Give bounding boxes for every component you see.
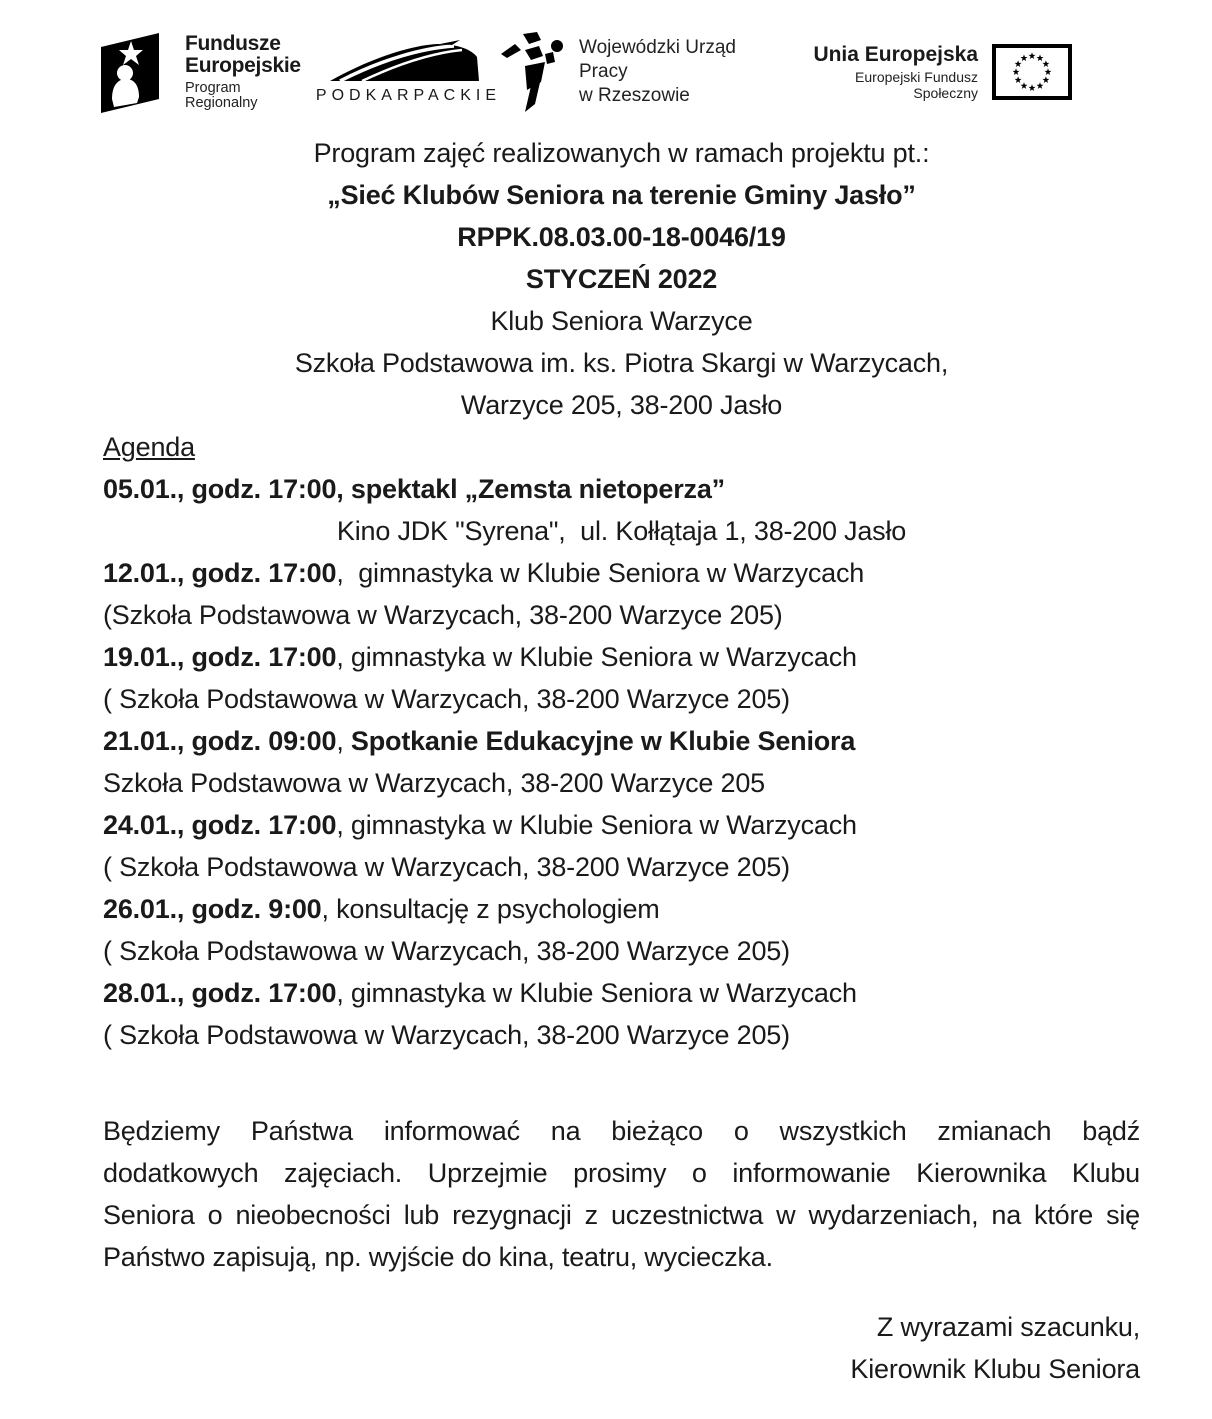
agenda-list <box>103 468 1140 1056</box>
title-line-1: Program zajęć realizowanych w ramach projektu pt.: <box>313 138 930 168</box>
club-address-1: Szkoła Podstawowa im. ks. Piotra Skargi w Warzycach, <box>294 348 949 378</box>
closing-line-2: dodatkowych zajęciach. Uprzejmie prosimy o informowanie Kierownika Klubu <box>103 1158 1140 1188</box>
fundusze-line2: Europejskie <box>185 53 301 77</box>
agenda-item-2 <box>103 552 1140 594</box>
agenda-item-5-time: 24.01., godz. 17:00 <box>103 810 337 840</box>
agenda-item-4-desc: Spotkanie Edukacyjne w Klubie Seniora <box>350 726 856 756</box>
agenda-item-1-title: 05.01., godz. 17:00, spektakl „Zemsta nietoperza” <box>103 474 725 504</box>
club-name: Klub Seniora Warzyce <box>490 306 753 336</box>
unia-line2: Europejski Fundusz Społeczny <box>855 68 978 102</box>
agenda-item-4-location: Szkoła Podstawowa w Warzycach, 38-200 Warzyce 205 <box>103 768 765 798</box>
logo-podkarpackie <box>316 39 501 105</box>
signature-line-1: Z wyrazami szacunku, <box>876 1312 1140 1342</box>
agenda-item-4-time: 21.01., godz. 09:00 <box>103 726 337 756</box>
wup-logo-text <box>579 36 788 107</box>
signature-line-2: Kierownik Klubu Seniora <box>850 1354 1140 1384</box>
closing-line-1: Będziemy Państwa informować na bieżąco o wszystkich zmianach bądź <box>103 1116 1140 1146</box>
agenda-heading-label: Agenda <box>103 432 195 462</box>
signature-block <box>103 1306 1140 1390</box>
agenda-item-7-desc: , gimnastyka w Klubie Seniora w Warzycach <box>336 978 857 1008</box>
agenda-item-2-desc: , gimnastyka w Klubie Seniora w Warzycach <box>336 558 865 588</box>
agenda-item-6-location: ( Szkoła Podstawowa w Warzycach, 38-200 Warzyce 205) <box>103 936 790 966</box>
closing-paragraph <box>103 1110 1140 1278</box>
agenda-item-2-location: (Szkoła Podstawowa w Warzycach, 38-200 Warzyce 205) <box>103 600 783 630</box>
month-title: STYCZEŃ 2022 <box>525 264 718 294</box>
unia-logo-text <box>788 43 978 101</box>
wup-line2: w Rzeszowie <box>579 84 690 106</box>
wup-line1: Wojewódzki Urząd Pracy <box>579 37 736 83</box>
agenda-item-6-time: 26.01., godz. 9:00 <box>103 894 322 924</box>
agenda-item-4 <box>103 720 1140 762</box>
closing-line-3: Seniora o nieobecności lub rezygnacji z uczestnictwa w wydarzeniach, na które się <box>103 1200 1140 1230</box>
logo-fundusze-europejskie <box>95 29 316 115</box>
agenda-item-7 <box>103 972 1140 1014</box>
logo-wup-rzeszow <box>501 32 788 112</box>
wup-bird-icon <box>501 32 567 112</box>
agenda-heading <box>103 426 1140 468</box>
podkarpackie-label: PODKARPACKIE <box>315 87 501 104</box>
fundusze-line3: Program Regionalny <box>185 79 258 112</box>
fundusze-line1: Fundusze <box>185 31 281 55</box>
agenda-item-5-location: ( Szkoła Podstawowa w Warzycach, 38-200 Warzyce 205) <box>103 852 790 882</box>
eu-flag-icon <box>992 44 1072 100</box>
eu-funds-flag-icon <box>95 29 173 115</box>
logo-unia-europejska <box>788 43 1072 101</box>
agenda-item-1 <box>103 468 1140 510</box>
agenda-item-3-desc: , gimnastyka w Klubie Seniora w Warzycach <box>336 642 857 672</box>
document-content <box>0 118 1212 1390</box>
agenda-item-7-location: ( Szkoła Podstawowa w Warzycach, 38-200 Warzyce 205) <box>103 1020 790 1050</box>
project-title: „Sieć Klubów Seniora na terenie Gminy Jasło” <box>327 180 916 210</box>
podkarpackie-mountain-icon <box>328 39 488 85</box>
agenda-item-1-location: Kino JDK "Syrena", ul. Kołłątaja 1, 38-200 Jasło <box>336 516 907 546</box>
agenda-item-4-separator: , <box>336 726 351 756</box>
agenda-item-6-desc: , konsultację z psychologiem <box>321 894 660 924</box>
fundusze-logo-text <box>185 33 316 112</box>
agenda-item-5 <box>103 804 1140 846</box>
agenda-item-5-desc: , gimnastyka w Klubie Seniora w Warzycach <box>336 810 857 840</box>
agenda-item-3-location: ( Szkoła Podstawowa w Warzycach, 38-200 Warzyce 205) <box>103 684 790 714</box>
agenda-item-7-time: 28.01., godz. 17:00 <box>103 978 337 1008</box>
header-logos <box>0 0 1212 118</box>
club-address-2: Warzyce 205, 38-200 Jasło <box>460 390 783 420</box>
unia-line1: Unia Europejska <box>813 42 978 66</box>
agenda-item-3 <box>103 636 1140 678</box>
agenda-item-2-time: 12.01., godz. 17:00 <box>103 558 337 588</box>
project-number: RPPK.08.03.00-18-0046/19 <box>457 222 786 252</box>
closing-line-4: Państwo zapisują, np. wyjście do kina, teatru, wycieczka. <box>103 1242 773 1272</box>
agenda-item-3-time: 19.01., godz. 17:00 <box>103 642 337 672</box>
agenda-item-6 <box>103 888 1140 930</box>
